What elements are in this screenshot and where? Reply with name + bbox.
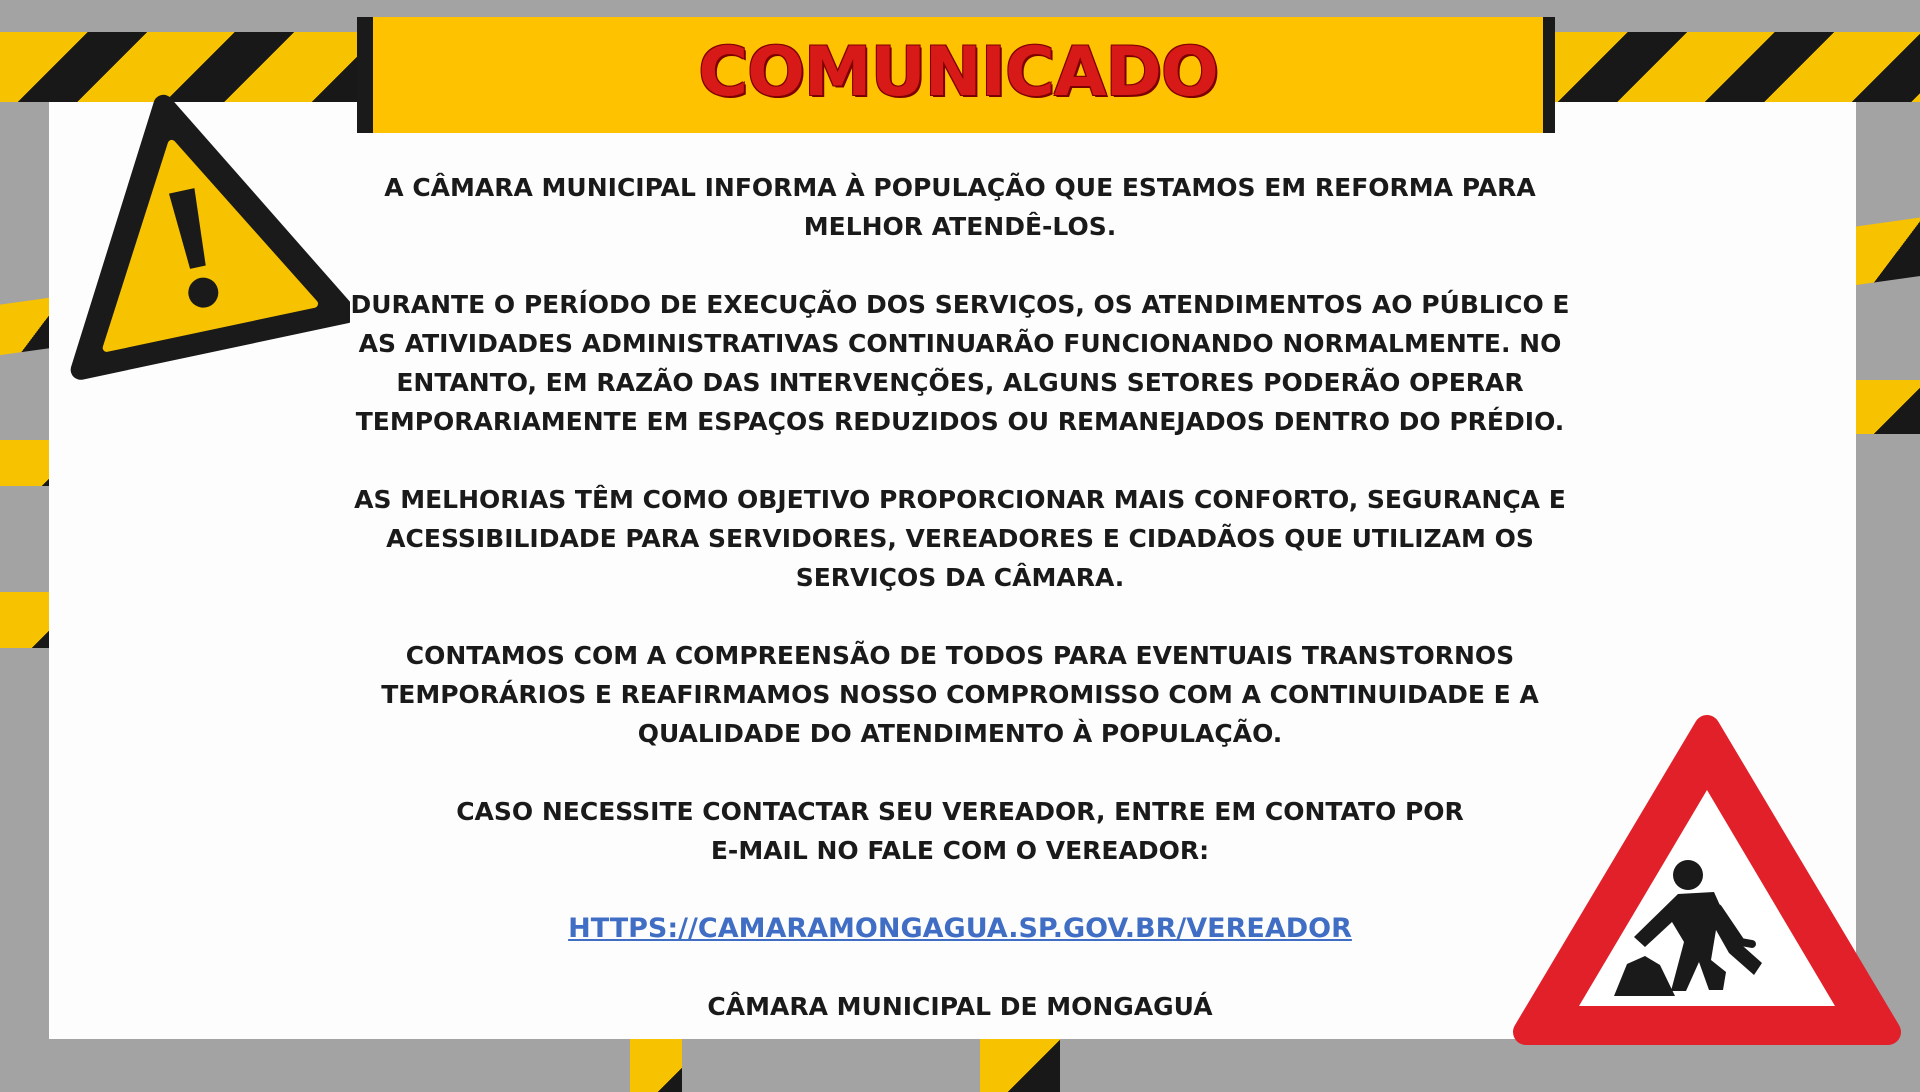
notice-content <box>300 168 1620 1065</box>
notice-line: DURANTE O PERÍODO DE EXECUÇÃO DOS SERVIÇOS, OS ATENDIMENTOS AO PÚBLICO E <box>350 290 1570 319</box>
notice-paragraph-3 <box>300 480 1620 597</box>
signature: CÂMARA MUNICIPAL DE MONGAGUÁ <box>707 992 1213 1021</box>
notice-line: CASO NECESSITE CONTACTAR SEU VEREADOR, ENTRE EM CONTATO POR <box>456 797 1464 826</box>
link-paragraph <box>300 909 1620 948</box>
notice-line: ACESSIBILIDADE PARA SERVIDORES, VEREADORES E CIDADÃOS QUE UTILIZAM OS <box>386 524 1534 553</box>
vereador-link[interactable]: HTTPS://CAMARAMONGAGUA.SP.GOV.BR/VEREADOR <box>568 913 1352 944</box>
notice-line: TEMPORARIAMENTE EM ESPAÇOS REDUZIDOS OU REMANEJADOS DENTRO DO PRÉDIO. <box>355 407 1565 436</box>
road-work-sign-icon <box>1510 710 1905 1055</box>
notice-paragraph-4 <box>300 636 1620 753</box>
notice-line: AS ATIVIDADES ADMINISTRATIVAS CONTINUARÃO FUNCIONANDO NORMALMENTE. NO <box>358 329 1562 358</box>
page-title: COMUNICADO <box>698 32 1218 112</box>
notice-line: SERVIÇOS DA CÂMARA. <box>795 563 1125 592</box>
notice-paragraph-2 <box>300 285 1620 441</box>
notice-line: A CÂMARA MUNICIPAL INFORMA À POPULAÇÃO QUE ESTAMOS EM REFORMA PARA <box>384 173 1536 202</box>
notice-line: ENTANTO, EM RAZÃO DAS INTERVENÇÕES, ALGUNS SETORES PODERÃO OPERAR <box>396 368 1524 397</box>
notice-line: QUALIDADE DO ATENDIMENTO À POPULAÇÃO. <box>637 719 1283 748</box>
header-banner <box>357 17 1555 133</box>
caution-tape-top-right <box>1540 32 1920 102</box>
notice-line: TEMPORÁRIOS E REAFIRMAMOS NOSSO COMPROMISSO COM A CONTINUIDADE E A <box>381 680 1539 709</box>
warning-sign-icon <box>30 80 350 380</box>
notice-paragraph-5 <box>300 792 1620 870</box>
notice-line: AS MELHORIAS TÊM COMO OBJETIVO PROPORCIONAR MAIS CONFORTO, SEGURANÇA E <box>354 485 1566 514</box>
notice-line: MELHOR ATENDÊ-LOS. <box>803 212 1117 241</box>
notice-paragraph-1 <box>300 168 1620 246</box>
notice-line: CONTAMOS COM A COMPREENSÃO DE TODOS PARA EVENTUAIS TRANSTORNOS <box>405 641 1515 670</box>
notice-line: E-MAIL NO FALE COM O VEREADOR: <box>710 836 1210 865</box>
